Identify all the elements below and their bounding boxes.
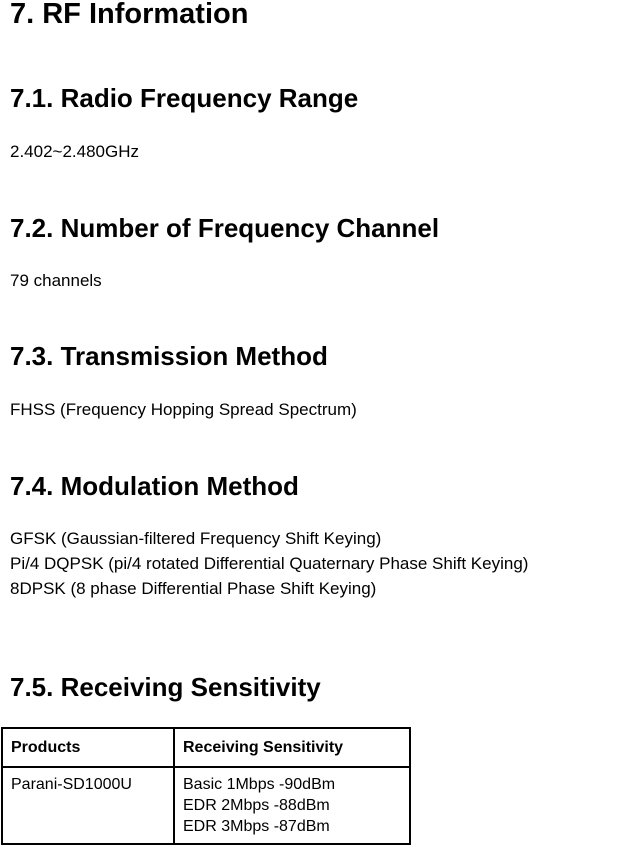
subsection-title-frequency-range: 7.1. Radio Frequency Range — [10, 83, 359, 113]
product-cell: Parani-SD1000U — [2, 767, 174, 844]
sensitivity-value: EDR 3Mbps -87dBm — [183, 818, 330, 835]
table-header-row — [2, 728, 410, 767]
column-header-products: Products — [2, 728, 174, 767]
section-title: 7. RF Information — [10, 0, 249, 30]
channels-value: 79 channels — [10, 271, 102, 290]
subsection-title-sensitivity: 7.5. Receiving Sensitivity — [10, 672, 321, 702]
sensitivity-value: Basic 1Mbps -90dBm — [183, 776, 336, 793]
modulation-list — [10, 526, 528, 601]
sensitivity-value: EDR 2Mbps -88dBm — [183, 797, 330, 814]
sensitivity-table — [1, 727, 411, 845]
subsection-title-channels: 7.2. Number of Frequency Channel — [10, 213, 440, 243]
table-row — [2, 767, 410, 844]
modulation-line: Pi/4 DQPSK (pi/4 rotated Differential Quaternary Phase Shift Keying) — [10, 554, 529, 573]
modulation-line: 8DPSK (8 phase Differential Phase Shift Keying) — [10, 579, 377, 598]
subsection-title-modulation: 7.4. Modulation Method — [10, 471, 299, 501]
subsection-title-transmission: 7.3. Transmission Method — [10, 341, 328, 371]
transmission-value: FHSS (Frequency Hopping Spread Spectrum) — [10, 400, 357, 419]
modulation-line: GFSK (Gaussian-filtered Frequency Shift Keying) — [10, 529, 382, 548]
frequency-range-value: 2.402~2.480GHz — [10, 142, 140, 161]
column-header-sensitivity: Receiving Sensitivity — [174, 728, 410, 767]
sensitivity-cell — [174, 767, 410, 844]
